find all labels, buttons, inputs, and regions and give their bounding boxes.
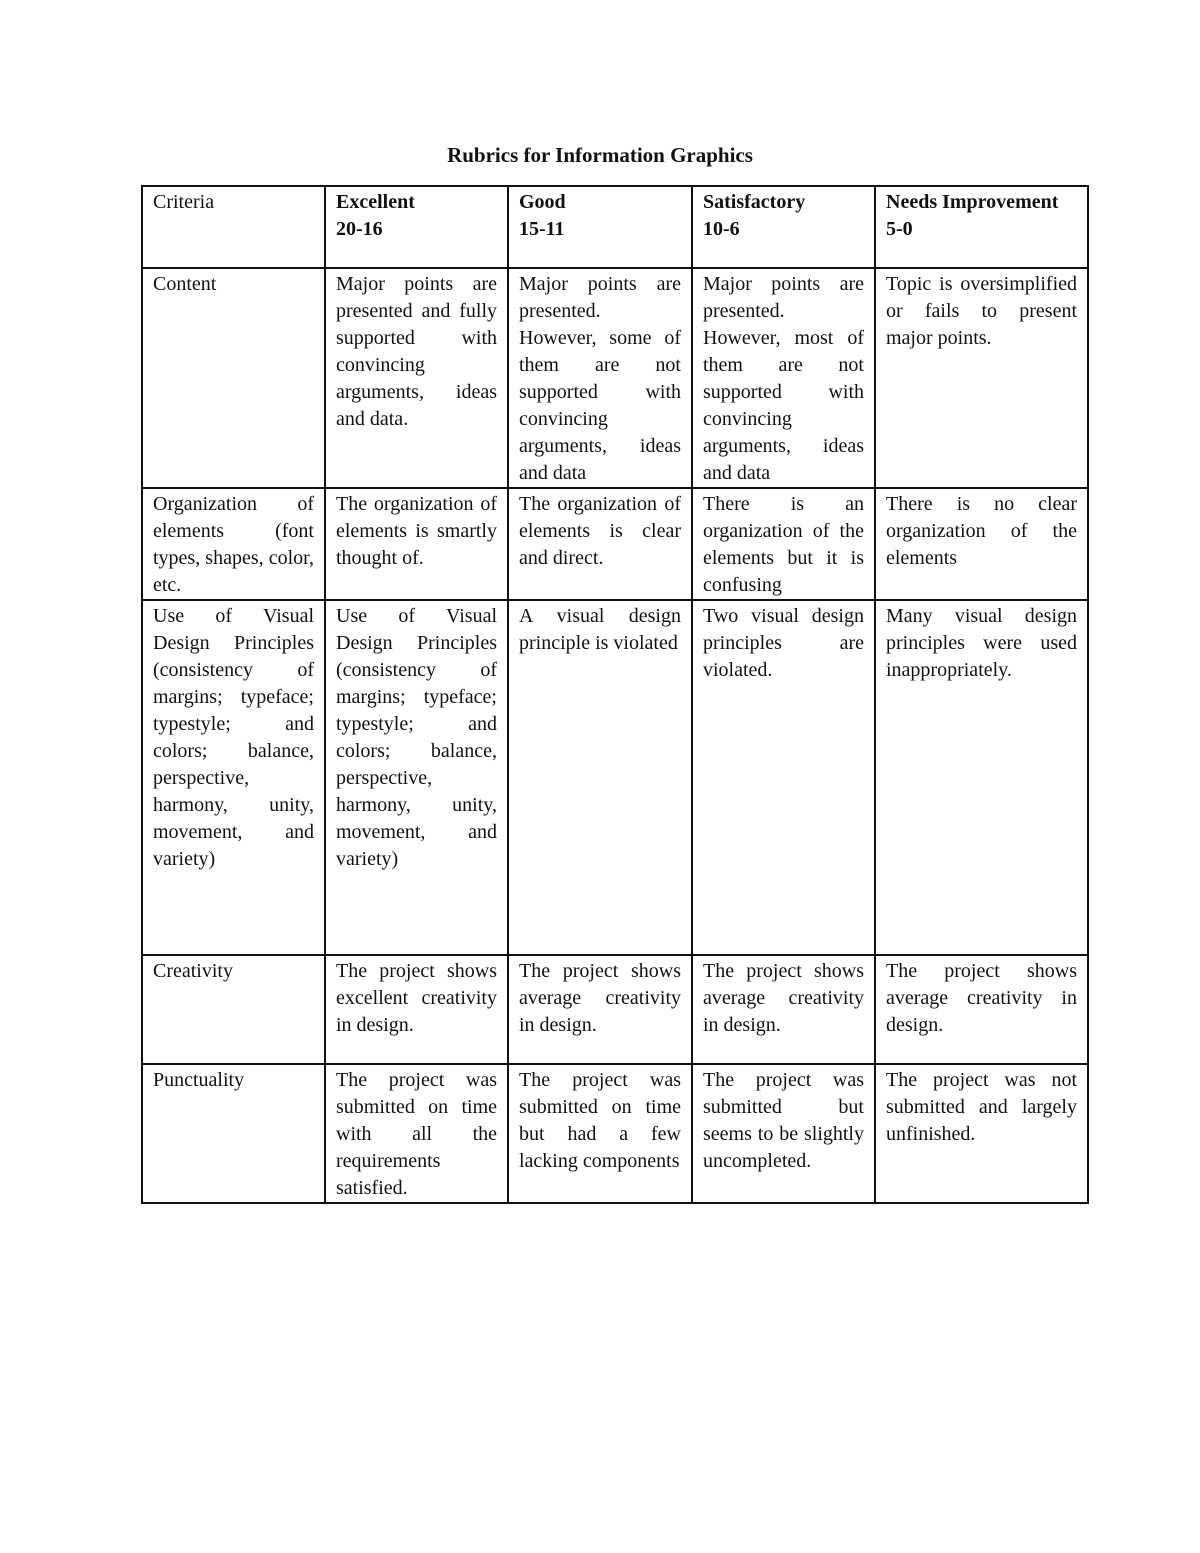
criterion-cell: Creativity	[142, 955, 325, 1064]
descriptor-cell-excellent: The organization of elements is smartly thought of.	[325, 488, 508, 600]
descriptor-cell-needs-improvement: Many visual design principles were used inappropriately.	[875, 600, 1088, 955]
descriptor-cell-excellent: Use of Visual Design Principles (consistency of margins; typeface; typestyle; and colors; balance, perspective, harmony, unity, movement, and variety)	[325, 600, 508, 955]
criterion-cell: Content	[142, 268, 325, 488]
descriptor-cell-satisfactory: The project shows average creativity in design.	[692, 955, 875, 1064]
level-header-satisfactory	[692, 186, 875, 268]
criterion-cell: Organization of elements (font types, shapes, color, etc.	[142, 488, 325, 600]
page-title: Rubrics for Information Graphics	[447, 143, 753, 167]
rubric-row-creativity	[142, 955, 1088, 1064]
descriptor-cell-satisfactory: Major points are presented. However, most of them are not supported with convincing arguments, ideas and data	[692, 268, 875, 488]
descriptor-cell-satisfactory: There is an organization of the elements but it is confusing	[692, 488, 875, 600]
rubric-row-content	[142, 268, 1088, 488]
descriptor-cell-good: The project was submitted on time but had a few lacking components	[508, 1064, 692, 1203]
rubric-header-row	[142, 186, 1088, 268]
rubric-row-visual-design	[142, 600, 1088, 955]
level-header-needs-improvement	[875, 186, 1088, 268]
level-header-good	[508, 186, 692, 268]
descriptor-cell-needs-improvement: Topic is oversimplified or fails to present major points.	[875, 268, 1088, 488]
descriptor-cell-excellent: Major points are presented and fully supported with convincing arguments, ideas and data.	[325, 268, 508, 488]
descriptor-cell-excellent: The project shows excellent creativity in design.	[325, 955, 508, 1064]
level-score: 15-11	[519, 218, 565, 240]
descriptor-cell-good: A visual design principle is violated	[508, 600, 692, 955]
descriptor-cell-good: The organization of elements is clear and direct.	[508, 488, 692, 600]
rubric-row-organization	[142, 488, 1088, 600]
descriptor-cell-good: The project shows average creativity in design.	[508, 955, 692, 1064]
level-name: Excellent	[336, 191, 415, 213]
level-name: Satisfactory	[703, 191, 806, 213]
descriptor-cell-excellent: The project was submitted on time with all the requirements satisfied.	[325, 1064, 508, 1203]
rubric-table	[141, 185, 1089, 1204]
criterion-cell: Punctuality	[142, 1064, 325, 1203]
descriptor-cell-needs-improvement: The project shows average creativity in design.	[875, 955, 1088, 1064]
level-name: Needs Improvement	[886, 191, 1059, 213]
descriptor-cell-good: Major points are presented. However, some of them are not supported with convincing arguments, ideas and data	[508, 268, 692, 488]
level-score: 5-0	[886, 218, 913, 240]
criteria-header: Criteria	[142, 186, 325, 268]
descriptor-cell-needs-improvement: There is no clear organization of the elements	[875, 488, 1088, 600]
level-score: 20-16	[336, 218, 383, 240]
criterion-cell: Use of Visual Design Principles (consistency of margins; typeface; typestyle; and colors; balance, perspective, harmony, unity, movement, and variety)	[142, 600, 325, 955]
level-name: Good	[519, 191, 566, 213]
level-score: 10-6	[703, 218, 740, 240]
descriptor-cell-satisfactory: Two visual design principles are violated.	[692, 600, 875, 955]
rubric-row-punctuality	[142, 1064, 1088, 1203]
descriptor-cell-needs-improvement: The project was not submitted and largely unfinished.	[875, 1064, 1088, 1203]
level-header-excellent	[325, 186, 508, 268]
descriptor-cell-satisfactory: The project was submitted but seems to be slightly uncompleted.	[692, 1064, 875, 1203]
